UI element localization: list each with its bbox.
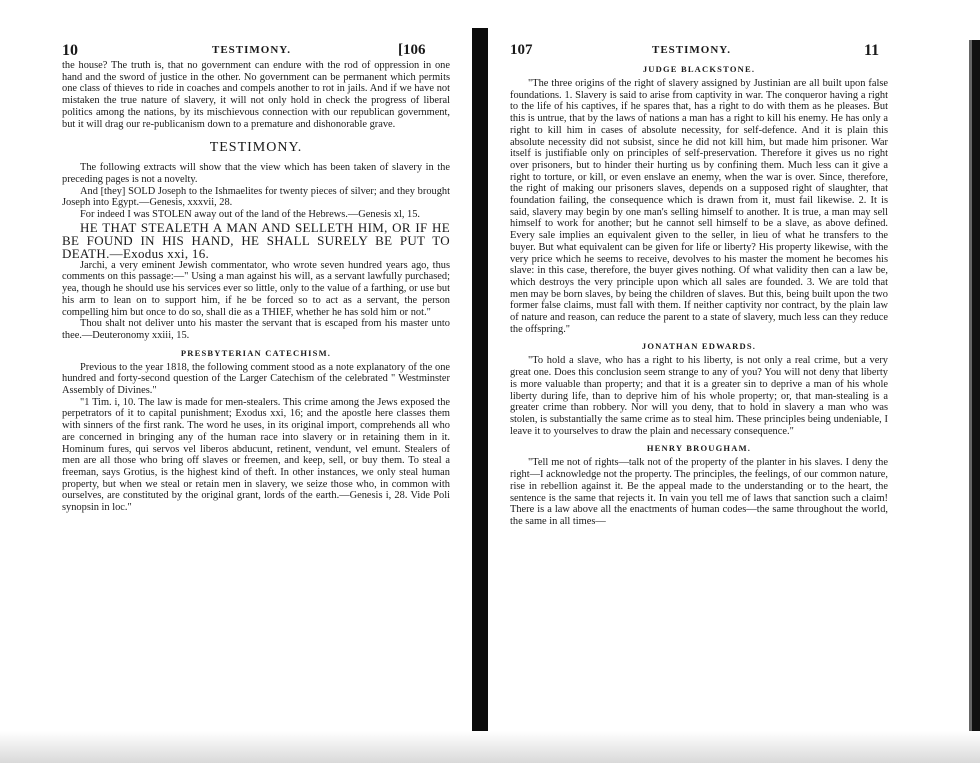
book-gutter xyxy=(472,28,488,738)
left-page-header xyxy=(62,38,450,60)
deuteronomy-quote: Thou shalt not deliver unto his master the servant that is escaped from his master unto thee.—Deuteronomy xxiii, 15. xyxy=(62,318,450,341)
right-page-number: 11 xyxy=(864,42,880,59)
jarchi-paragraph: Jarchi, a very eminent Jewish commentator, who wrote seven hundred years ago, thus comments on this passage:—" Using a man against his will, as a servant lawfully purchased; yea, though he should use his services ever so little, only to the value of a farthing, or use but his arm to lean on to support him, if he be forced so to act as a servant, the person compelling him but once to do so, shall die as a THIEF, whether he has sold him or not." xyxy=(62,259,450,318)
left-bracket-number: [106 xyxy=(398,42,426,58)
scan-bottom-shade xyxy=(0,731,980,763)
right-bracket-number: 107 xyxy=(510,42,533,58)
left-page xyxy=(62,38,450,728)
catechism-note: "1 Tim. i, 10. The law is made for men-stealers. This crime among the Jews exposed the perpetrators of it to capital punishment; Exodus xxi, 16; and the apostle here classes them with sinners of the first rank. The word he uses, in its original import, comprehends all who are concerned in bringing any of the human race into slavery or in retaining them in it. Hominum fures, qui servos vel liberos abducunt, retinent, vendunt, vel emunt. Stealers of men are all those who bring off slaves or freemen, and keep, sell, or buy them. To steal a freeman, says Grotius, is the highest kind of theft. In other instances, we only steal human property, but when we steal or retain men in slavery, we seize those who, in common with ourselves, are constituted by the original grant, lords of the earth.—Genesis i, 28. Vide Poli synopsin in loc." xyxy=(62,396,450,514)
page-edge xyxy=(972,40,980,763)
intro-paragraph: The following extracts will show that the view which has been taken of slavery in the preceding pages is not a novelty. xyxy=(62,162,450,185)
blackstone-heading: JUDGE BLACKSTONE. xyxy=(642,64,756,74)
catechism-intro: Previous to the year 1818, the following comment stood as a note explanatory of the one hundred and forty-second question of the Larger Catechism of the celebrated " Westminster Assembly of Divines." xyxy=(62,361,450,397)
right-page xyxy=(510,38,888,728)
right-page-header xyxy=(510,38,888,60)
genesis-40-quote: For indeed I was STOLEN away out of the land of the Hebrews.—Genesis xl, 15. xyxy=(80,209,421,221)
genesis-37-quote: And [they] SOLD Joseph to the Ishmaelites for twenty pieces of silver; and they brought Joseph into Egypt.—Genesis, xxxvii, 28. xyxy=(62,185,450,209)
brougham-heading: HENRY BROUGHAM. xyxy=(646,443,752,454)
left-running-head: TESTIMONY. xyxy=(212,44,291,56)
right-running-head: TESTIMONY. xyxy=(652,44,731,56)
testimony-title: TESTIMONY. xyxy=(209,140,303,156)
exodus-quote: HE THAT STEALETH A MAN AND SELLETH HIM, OR IF HE BE FOUND IN HIS HAND, HE SHALL SURELY BE PUT TO DEATH.—Exodus xxi, 16. xyxy=(62,219,450,261)
brougham-quote: "Tell me not of rights—talk not of the property of the planter in his slaves. I deny the right—I acknowledge not the property. The principles, the feelings, of our common nature, rise in rebellion against it. Be the appeal made to the understanding or to the heart, the sentence is the same that rejects it. In vain you tell me of laws that sanction such a claim! There is a law above all the enactments of human codes—the same throughout the world, the same in all times— xyxy=(510,457,888,527)
catechism-heading: PRESBYTERIAN CATECHISM. xyxy=(180,347,332,358)
edwards-heading: JONATHAN EDWARDS. xyxy=(641,341,757,352)
edwards-quote: "To hold a slave, who has a right to his liberty, is not only a real crime, but a very great one. Does this conclusion seem strange to any of you? You will not deny that liberty is more valuable than property; and that it is a greater sin to deprive a man of his whole liberty during life, than to deprive him of his whole property; or, that man-stealing is a greater crime than robbery. Nor will you deny, that to hold in slavery a man who was stolen, is substantially the same crime as to steal him. These principles being undeniable, I leave it to yourselves to draw the plain and necessary consequence." xyxy=(510,355,888,437)
blackstone-quote: "The three origins of the right of slavery assigned by Justinian are all built upon false foundations. 1. Slavery is said to arise from captivity in war. The conqueror having a right to the life of his captives, if he spares that, has a right to do with them as he pleases. But this is untrue, that by the laws of nations a man has a right to kill his enemy. He has only a right to kill him in cases of absolute necessity, for self-defence. And it is plain this absolute necessity did not subsist, since he did not kill him, but made him prisoner. War itself is justifiable only on principles of self-preservation. Therefore it gives us no right over prisoners, but to hinder their hurting us by confining them. Much less can it give a right to torture, or kill, or even enslave an enemy, when the war is over. Since, therefore, the right of making our prisoners slaves, depends on a supposed right of slaughter, that foundation failing, the consequence which is drawn from it, must fail likewise. 2. It is said, slavery may begin by one man's selling himself to another. It is true, a man may sell himself to work for another; but he cannot sell himself to be a slave, as above defined. Every sale implies an equivalent given to the seller, in lieu of what he transfers to the buyer. But what equivalent can be given for life or liberty? His property likewise, with the very price which he seems to receive, devolves to his master the moment he becomes his slave: in this case, therefore, the buyer gives nothing. Of what validity then can a law be, which destroys the very principle upon which all sales are founded. 3. We are told that men may be born slaves, by being the children of slaves. But this, being built upon the two former false claims, must fall with them. If neither captivity nor contract, by the plain law of nature and reason, can reduce the parent to a state of slavery, much less can they reduce the offspring." xyxy=(510,78,888,335)
left-page-number: 10 xyxy=(62,42,78,59)
continuation-paragraph: the house? The truth is, that no government can endure with the rod of oppression in one hand and the sword of justice in the other. No government can be permanent which permits one class of thieves to ride in coaches and compels another to rot in jails. And if we have not mistaken the true nature of slavery, it will not only hold in check the progress of liberal politics among the nations, by its mischievous connection with our republican government, but it will drag our re-publicanism down to a premature and dishonorable grave. xyxy=(62,60,450,130)
